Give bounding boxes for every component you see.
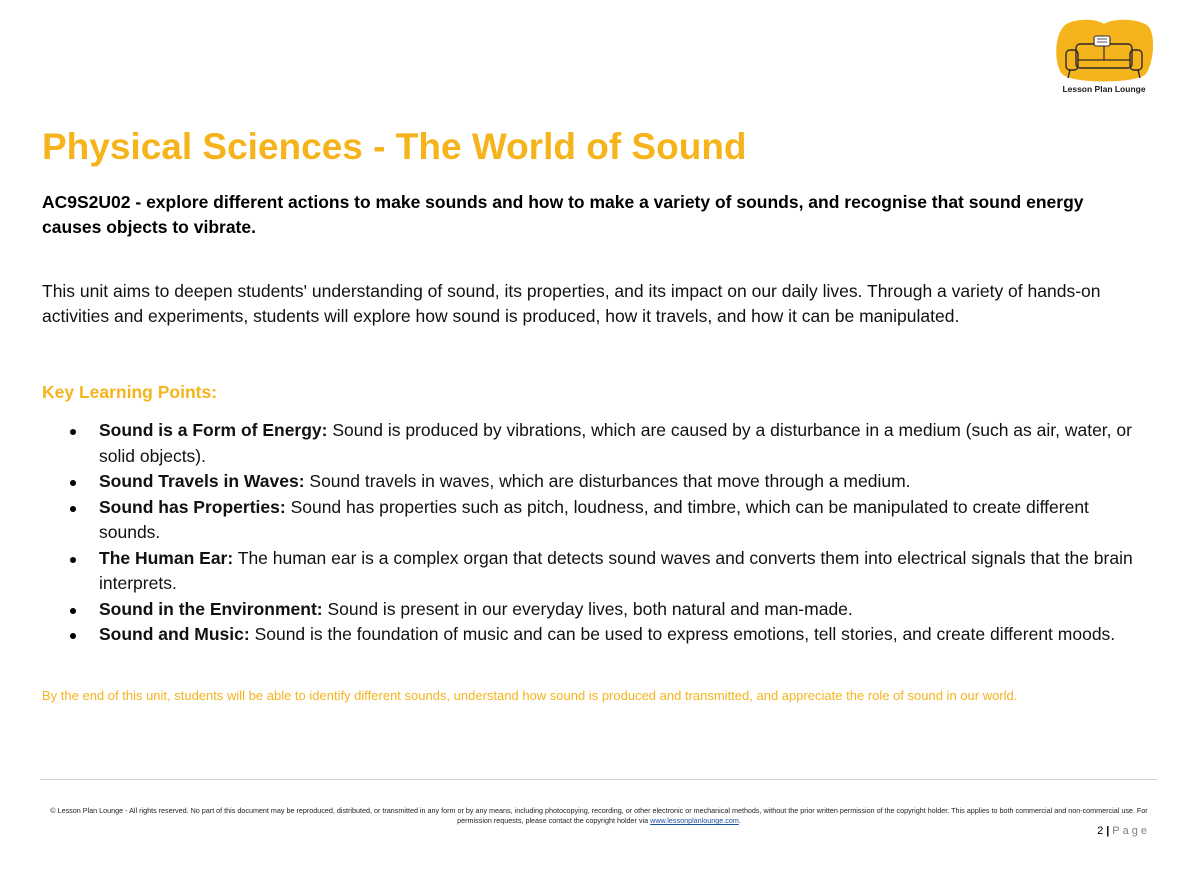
logo-text: Lesson Plan Lounge [1062, 84, 1146, 94]
bullet-icon [70, 429, 76, 435]
page-title: Physical Sciences - The World of Sound [42, 126, 747, 167]
list-item [60, 495, 1155, 546]
footer-divider [40, 779, 1157, 780]
copyright-notice [42, 806, 1156, 826]
intro-paragraph: This unit aims to deepen students' understanding of sound, its properties, and its impact on our daily lives. Through a variety of hands-on activities and experiments, students will explore how sound is produced, how it travels, and how it can be manipulated. [42, 281, 1101, 326]
bullet-icon [70, 633, 76, 639]
copyright-period: . [738, 816, 741, 825]
list-item [60, 418, 1155, 469]
bullet-icon [70, 608, 76, 614]
curriculum-code: AC9S2U02 - explore different actions to make sounds and how to make a variety of sounds, and recognise that sound energy causes objects to vibrate. [42, 192, 1084, 237]
point-title: Sound Travels in Waves: [99, 471, 305, 491]
page-number [1097, 825, 1150, 837]
point-title: The Human Ear: [99, 547, 234, 568]
point-text: Sound is present in our everyday lives, both natural and man-made. [322, 598, 853, 619]
list-item [60, 546, 1155, 597]
list-item [60, 469, 1155, 495]
bullet-icon [70, 557, 76, 563]
point-title: Sound has Properties: [99, 496, 286, 517]
page-number-value: 2 [1097, 825, 1104, 837]
key-learning-points-list [60, 418, 1155, 648]
copyright-text: © Lesson Plan Lounge - All rights reserved. No part of this document may be reproduced, distributed, or transmitted in any form or by any means, including photocopying, recording, or other electronic or mechanical methods, without the prior written permission of the copyright holder. This applies to both commercial and non-commercial use. For permission requests, please contact the copyright holder via [50, 806, 1148, 825]
bullet-icon [70, 506, 76, 512]
bullet-icon [70, 480, 76, 486]
point-title: Sound and Music: [99, 624, 250, 644]
point-text: Sound is produced by vibrations, which are caused by a disturbance in a medium (such as air, water, or solid objects). [99, 420, 1132, 466]
point-title: Sound is a Form of Energy: [99, 420, 328, 440]
page-number-label: Page [1112, 825, 1150, 837]
brand-logo [1052, 18, 1156, 98]
closing-statement: By the end of this unit, students will be able to identify different sounds, understand how sound is produced and transmitted, and appreciate the role of sound in our world. [42, 688, 1018, 703]
page-number-separator: | [1106, 825, 1110, 837]
point-text: The human ear is a complex organ that detects sound waves and converts them into electrical signals that the brain interprets. [99, 547, 1133, 593]
armchair-icon [1052, 18, 1156, 84]
point-text: Sound travels in waves, which are disturbances that move through a medium. [304, 471, 911, 491]
website-link[interactable]: www.lessonplanlounge.com [650, 816, 739, 825]
list-item [60, 622, 1155, 648]
list-item [60, 597, 1155, 623]
key-learning-points-heading: Key Learning Points: [42, 382, 218, 402]
point-text: Sound is the foundation of music and can be used to express emotions, tell stories, and create different moods. [249, 624, 1116, 644]
point-text: Sound has properties such as pitch, loudness, and timbre, which can be manipulated to create different sounds. [99, 496, 1089, 542]
point-title: Sound in the Environment: [99, 598, 323, 619]
